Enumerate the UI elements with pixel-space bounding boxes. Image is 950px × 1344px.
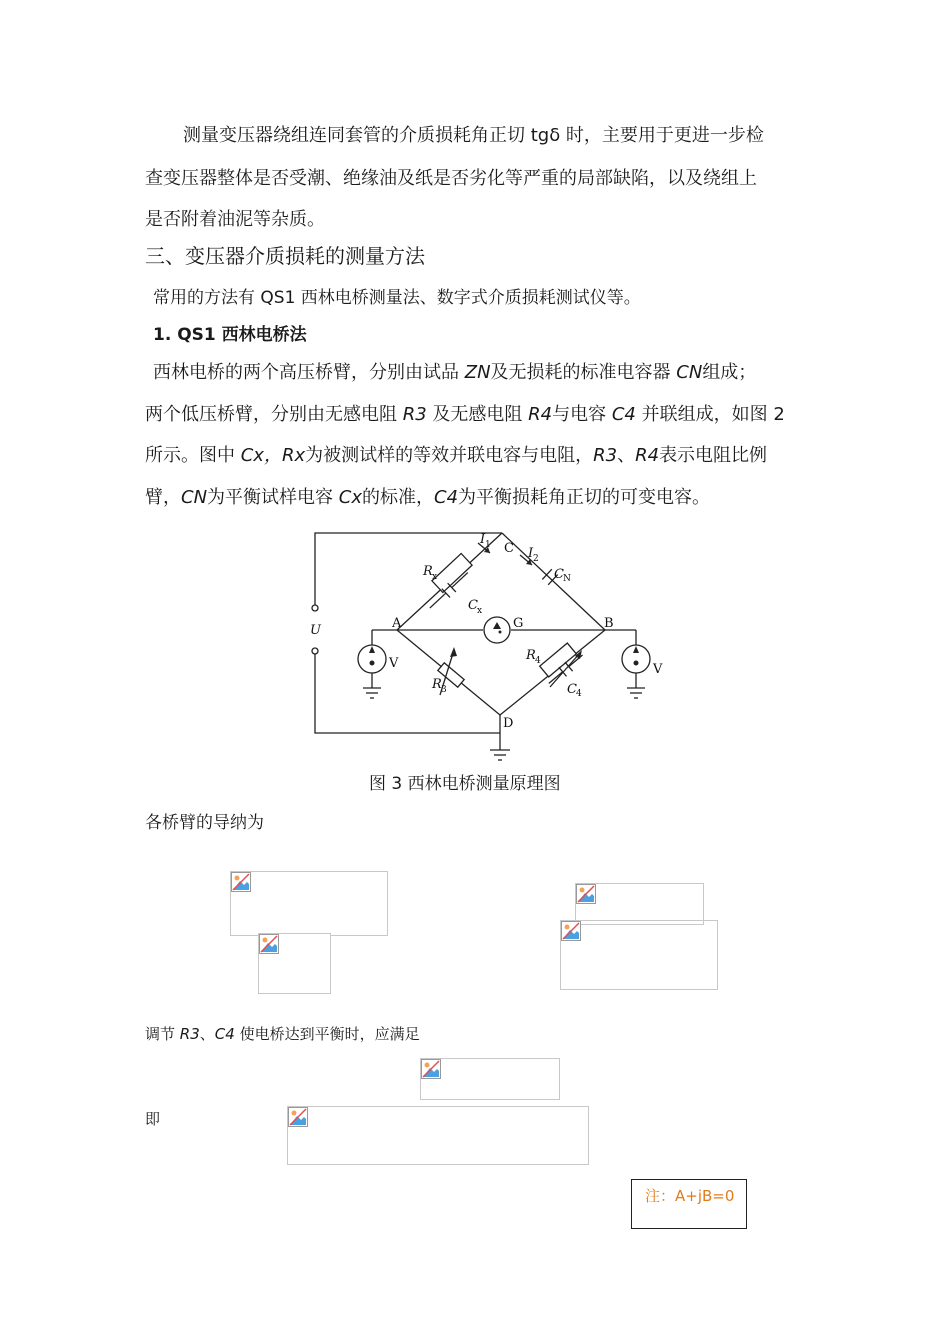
label-c4: C xyxy=(567,682,577,697)
label-cx-sub: x xyxy=(477,606,483,616)
label-rx: R xyxy=(423,564,433,579)
schering-bridge-diagram xyxy=(300,525,680,775)
label-r4: R xyxy=(526,648,536,663)
paragraph-line: 查变压器整体是否受潮、绝缘油及纸是否劣化等严重的局部缺陷，以及绕组上 xyxy=(145,168,757,189)
broken-image-icon xyxy=(259,934,279,954)
formula-image xyxy=(230,871,388,936)
label-node-c: C xyxy=(504,541,514,556)
label-g: G xyxy=(513,616,524,631)
label-r3: R xyxy=(432,677,442,692)
note-text: 注：A+jB=0 xyxy=(645,1187,735,1205)
paragraph-line: 所示。图中 Cx，Rx为被测试样的等效并联电容与电阻，R3、R4表示电阻比例 xyxy=(145,445,768,466)
label-v-left: V xyxy=(389,656,399,671)
note-box xyxy=(631,1179,747,1229)
paragraph-line: 测量变压器绕组连同套管的介质损耗角正切 tgδ 时，主要用于更进一步检 xyxy=(183,125,764,146)
label-v-right: V xyxy=(653,662,663,677)
label-u: U xyxy=(310,623,321,638)
formula-image xyxy=(560,920,718,990)
broken-image-icon xyxy=(421,1059,441,1079)
label-node-b: B xyxy=(604,616,614,631)
paragraph-line: 臂，CN为平衡试样电容 Cx的标准，C4为平衡损耗角正切的可变电容。 xyxy=(145,487,711,508)
label-node-a: A xyxy=(392,616,402,631)
formula-image xyxy=(287,1106,589,1165)
label-i2-sub: 2 xyxy=(533,554,539,564)
paragraph-line: 两个低压桥臂，分别由无感电阻 R3 及无感电阻 R4与电容 C4 并联组成，如图 2 xyxy=(145,404,785,425)
formula-image xyxy=(258,933,331,994)
figure-caption: 图 3 西林电桥测量原理图 xyxy=(369,774,561,794)
label-rx-sub: x xyxy=(432,572,438,582)
label-r4-sub: 4 xyxy=(535,656,541,666)
paragraph-line: 是否附着油泥等杂质。 xyxy=(145,209,325,230)
label-c4-sub: 4 xyxy=(576,689,582,699)
formula-image xyxy=(420,1058,560,1100)
label-i1: I xyxy=(480,532,486,547)
paragraph-line: 常用的方法有 QS1 西林电桥测量法、数字式介质损耗测试仪等。 xyxy=(153,288,641,308)
broken-image-icon xyxy=(561,921,581,941)
label-cn-sub: N xyxy=(563,574,571,584)
paragraph-line: 即 xyxy=(145,1110,161,1128)
broken-image-icon xyxy=(288,1107,308,1127)
paragraph-line: 西林电桥的两个高压桥臂，分别由试品 ZN及无损耗的标准电容器 CN组成； xyxy=(153,362,757,383)
section-heading: 三、变压器介质损耗的测量方法 xyxy=(145,244,425,268)
paragraph-line: 各桥臂的导纳为 xyxy=(145,813,264,833)
paragraph-line: 调节 R3、C4 使电桥达到平衡时，应满足 xyxy=(145,1025,420,1043)
broken-image-icon xyxy=(576,884,596,904)
label-i1-sub: 1 xyxy=(485,540,491,550)
subsection-heading: 1. QS1 西林电桥法 xyxy=(153,325,307,345)
label-cn: C xyxy=(554,567,564,582)
label-node-d: D xyxy=(503,716,514,731)
label-cx: C xyxy=(468,598,478,613)
label-i2: I xyxy=(528,546,534,561)
broken-image-icon xyxy=(231,872,251,892)
label-r3-sub: 3 xyxy=(441,685,447,695)
formula-image xyxy=(575,883,704,925)
